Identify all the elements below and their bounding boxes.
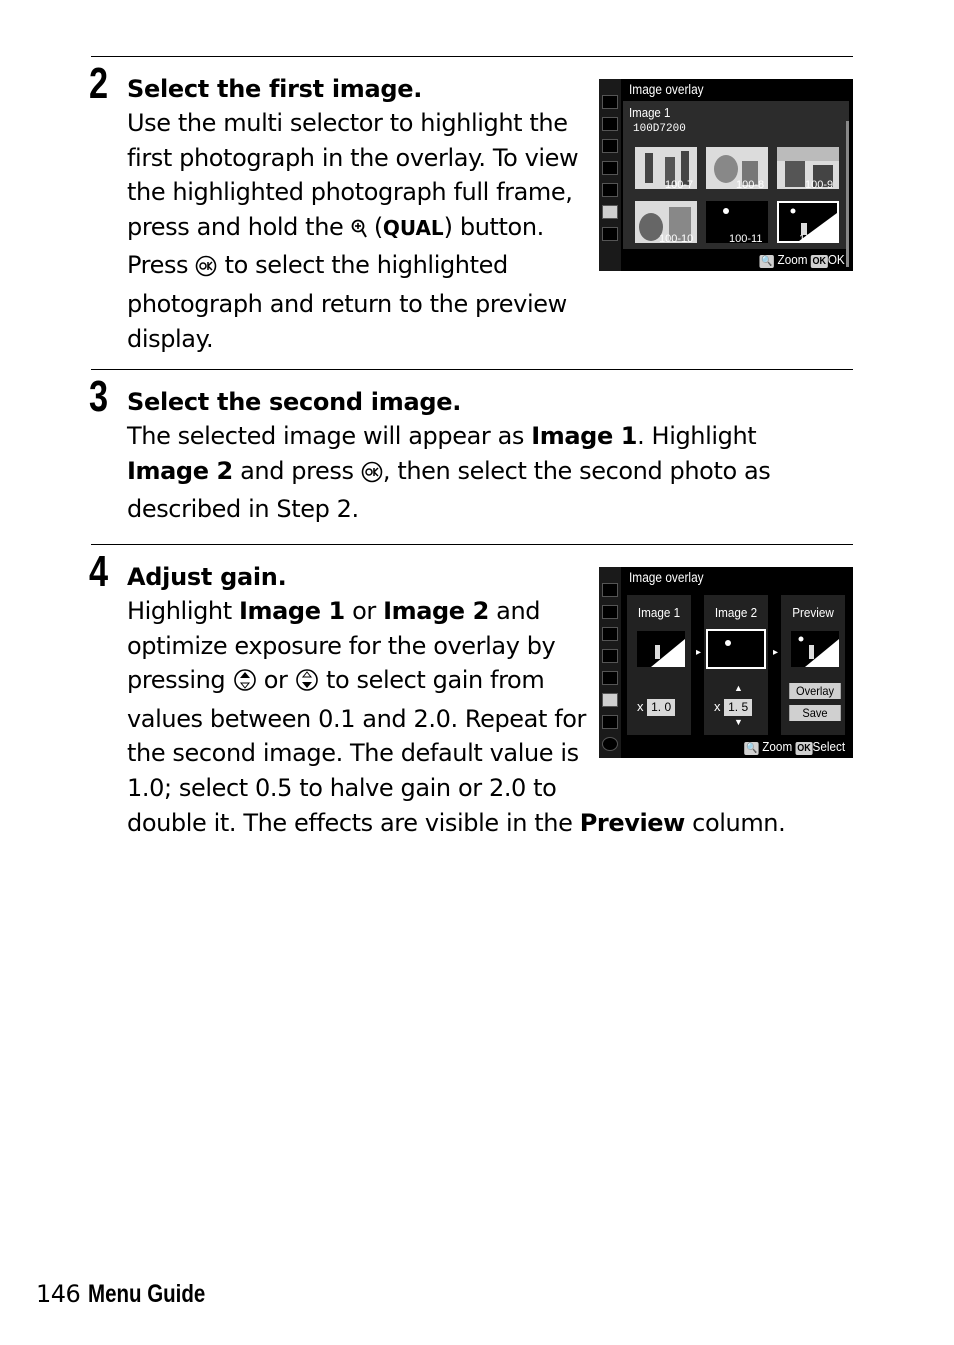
arrow-right-icon: ▸	[773, 647, 779, 658]
step-2-title: Select the first image.	[127, 75, 423, 103]
zoom-key-icon: 🔍	[745, 743, 758, 754]
camera-screen-gain-adjust	[599, 567, 853, 758]
ok-button-icon	[195, 252, 217, 287]
scrollbar[interactable]	[846, 121, 849, 267]
step-2-body: Use the multi selector to highlight the first photograph in the overlay. To view the highlighted photograph full frame, press and hold the (QUAL) button. Press to select the highlighted photograph and return to the preview display.	[127, 109, 579, 353]
arrow-up-icon: ▲	[734, 683, 743, 693]
help-icon	[602, 737, 618, 751]
image-1-preview	[637, 631, 685, 667]
thumbnail-label: 100-12	[799, 233, 834, 245]
ok-button-icon	[361, 458, 383, 493]
screen-footer: 🔍 Zoom OK OK	[761, 252, 845, 267]
thumbnail-label: 100-8	[736, 179, 765, 191]
retouch-tab-icon	[602, 205, 618, 219]
divider-step-3	[91, 369, 853, 370]
movie-tab-icon	[602, 139, 618, 153]
camera-screen-image-selection	[599, 79, 853, 271]
screen-footer: 🔍 Zoom OK Select	[745, 739, 845, 754]
step-4-title-block	[127, 560, 587, 594]
divider-top	[91, 56, 853, 57]
folder-name: 100D7200	[633, 123, 686, 135]
multi-selector-up-icon	[233, 667, 257, 702]
my-menu-tab-icon	[602, 227, 618, 241]
column-image-1[interactable]: Image 1 x 1. 0	[627, 595, 691, 735]
step-3-body: The selected image will appear as Image 1. Highlight Image 2 and press , then select the second photo as described in Step 2.	[127, 422, 771, 524]
subtitle: Image 1	[629, 105, 671, 120]
menu-sidebar	[599, 567, 621, 758]
ok-key: OK	[812, 256, 827, 267]
step-3	[127, 385, 827, 527]
gain-image-2[interactable]: x 1. 5	[714, 699, 752, 716]
step-4-body: Highlight Image 1 or Image 2 and optimize exposure for the overlay by pressing or to select gain from values between 0.1 and 2.0. Repeat for the second image. The default value is 1.0; select 0.5 to halve gain or 2.0 to double it. The effects are visible in the Preview column.	[127, 597, 786, 837]
step-number-3: 3	[89, 372, 109, 421]
step-4-title: Adjust gain.	[127, 563, 287, 591]
playback-tab-icon	[602, 583, 618, 597]
step-2	[127, 72, 582, 356]
pencil-tab-icon	[602, 161, 618, 175]
qual-label: QUAL	[382, 215, 444, 240]
thumbnail-label: 100-7	[665, 179, 694, 191]
zoom-in-icon	[351, 214, 367, 249]
screen-title: Image overlay	[629, 570, 704, 585]
arrow-down-icon: ▼	[734, 717, 743, 727]
page-footer	[36, 1277, 231, 1311]
thumbnail-label: 100-9	[805, 179, 834, 191]
pencil-tab-icon	[602, 649, 618, 663]
section-title: Menu Guide	[88, 1280, 206, 1308]
arrow-right-icon: ▸	[696, 647, 702, 658]
column-preview: Preview Overlay Save	[781, 595, 845, 735]
thumbnail-label: 100-10	[659, 233, 694, 245]
camera-tab-icon	[602, 117, 618, 131]
step-number-4: 4	[89, 547, 109, 596]
menu-sidebar	[599, 79, 621, 271]
column-image-2[interactable]: Image 2 ▲ x 1. 5 ▼	[704, 595, 768, 735]
page-number: 146	[36, 1280, 81, 1308]
my-menu-tab-icon	[602, 715, 618, 729]
wrench-tab-icon	[602, 671, 618, 685]
screen-title: Image overlay	[629, 82, 704, 97]
multi-selector-down-icon	[295, 667, 319, 702]
camera-tab-icon	[602, 605, 618, 619]
overlay-button[interactable]: Overlay	[789, 683, 841, 699]
image-2-preview-selected	[706, 629, 766, 669]
step-3-title: Select the second image.	[127, 388, 462, 416]
thumbnail-label: 100-11	[729, 233, 763, 245]
retouch-tab-icon	[602, 693, 618, 707]
wrench-tab-icon	[602, 183, 618, 197]
divider-step-4	[91, 544, 853, 545]
overlay-preview	[791, 631, 839, 667]
ok-key: OK	[797, 743, 811, 754]
zoom-key-icon: 🔍	[761, 256, 773, 267]
gain-image-1: x 1. 0	[637, 699, 675, 716]
thumbnail-panel	[623, 101, 849, 249]
save-button[interactable]: Save	[789, 705, 841, 721]
movie-tab-icon	[602, 627, 618, 641]
playback-tab-icon	[602, 95, 618, 109]
step-number-2: 2	[89, 59, 109, 108]
